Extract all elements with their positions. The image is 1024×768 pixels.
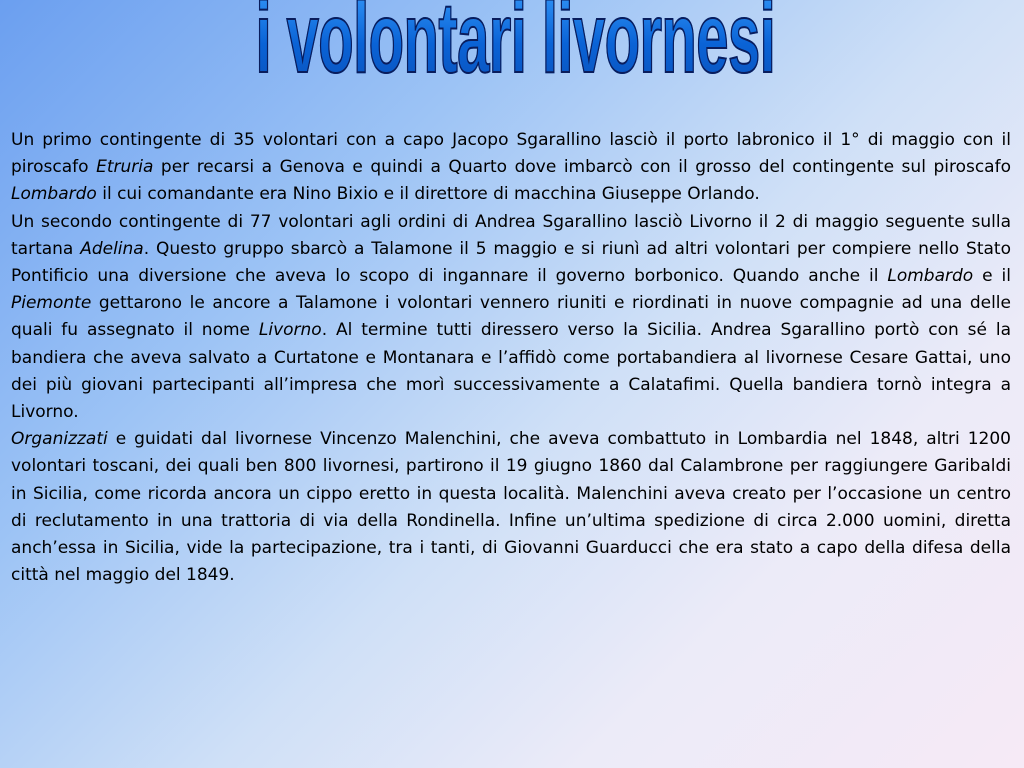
p1-text-2: per recarsi a Genova e quindi a Quarto dove imbarcò con il grosso del contingente sul piroscafo [153,157,1011,178]
paragraph-second-contingent [11,209,1011,427]
body-text [11,127,1011,589]
slide-title: i volontari livornesi [218,0,812,98]
p2-text-3: e il [973,266,1011,287]
p2-text-5: . Al termine tutti diressero verso la Sicilia. Andrea Sgarallino portò con sé la bandiera che aveva salvato a Curtatone e Montanara e l’affidò come portabandiera al livornese Cesare Gattai, uno dei più giovani partecipanti all’impresa che morì successivamente a Calatafimi. Quella bandiera tornò integra a Livorno. [11,320,1011,423]
p2-text-1: Un secondo contingente di 77 volontari agli ordini di Andrea Sgarallino lasciò Livorno il 2 di maggio seguente sulla tartana [11,211,1011,259]
p2-text-4: gettarono le ancore a Talamone i volontari vennero riuniti e riordinati in nuove compagnie ad una delle quali fu assegnato il nome [11,293,1011,341]
ship-name-piemonte: Piemonte [11,293,92,314]
paragraph-first-contingent [11,127,1011,209]
company-name-livorno: Livorno [258,320,322,341]
ship-name-adelina: Adelina [80,238,144,259]
p1-text-3: il cui comandante era Nino Bixio e il direttore di macchina Giuseppe Orlando. [96,184,760,205]
p3-text-1: e guidati dal livornese Vincenzo Malenchini, che aveva combattuto in Lombardia nel 1848, altri 1200 volontari toscani, dei quali ben 800 livornesi, partirono il 19 giugno 1860 dal Calambrone per raggiungere Garibaldi in Sicilia, come ricorda ancora un cippo eretto in questa località. Malenchini aveva creato per l’occasione un centro di reclutamento in una trattoria di via della Rondinella. Infine un’ultima spedizione di circa 2.000 uomini, diretta anch’essa in Sicilia, vide la partecipazione, tra i tanti, di Giovanni Guarducci che era stato a capo della difesa della città nel maggio del 1849. [11,429,1011,586]
p3-lead-word: Organizzati [11,429,108,450]
ship-name-lombardo: Lombardo [11,184,97,205]
paragraph-malenchini [11,426,1011,589]
p1-text-1: Un primo contingente di 35 volontari con a capo Jacopo Sgarallino lasciò il porto labronico il 1° di maggio con il piroscafo [11,130,1011,178]
ship-name-lombardo-2: Lombardo [887,266,974,287]
p2-text-2: . Questo gruppo sbarcò a Talamone il 5 maggio e si riunì ad altri volontari per compiere nello Stato Pontificio una diversione che aveva lo scopo di ingannare il governo borbonico. Quando anche il [11,238,1011,287]
ship-name-etruria: Etruria [96,157,154,178]
